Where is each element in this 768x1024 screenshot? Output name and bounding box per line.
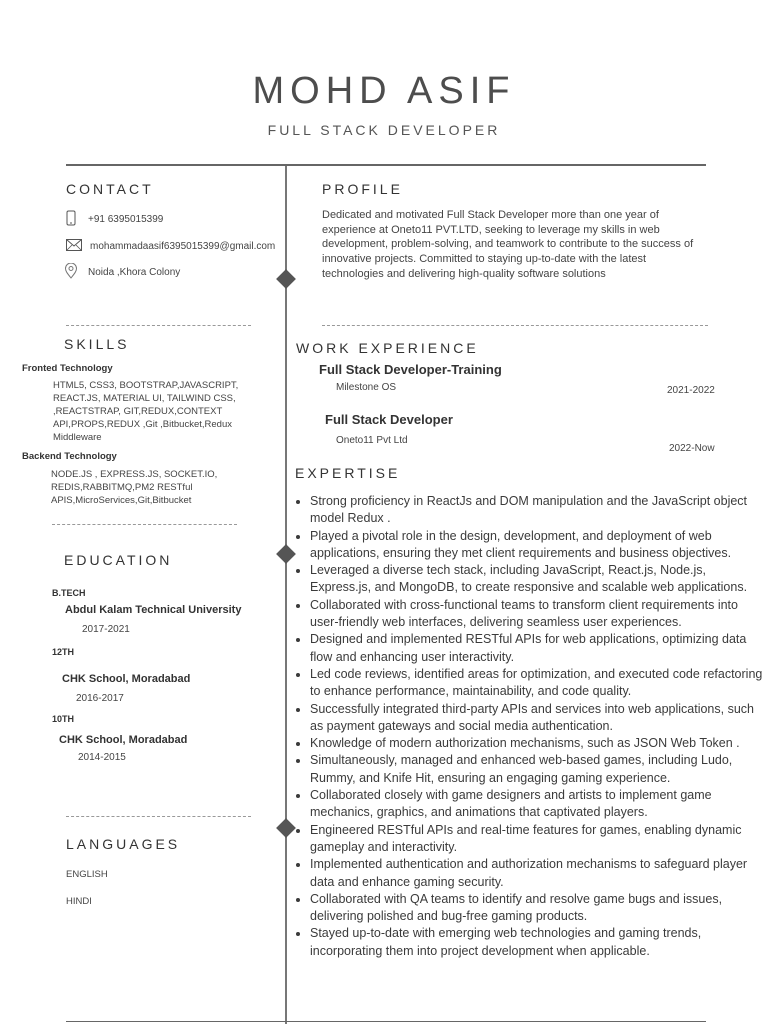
location-pin-icon (64, 263, 84, 282)
contact-email (66, 239, 275, 254)
job-company: Oneto11 Pvt Ltd (336, 435, 408, 446)
column-divider (285, 166, 287, 1024)
location-text: Noida ,Khora Colony (88, 267, 181, 278)
expertise-item: • Collaborated with QA teams to identify and resolve game bugs and issues, delivering polished and bug-free gaming products. (310, 891, 766, 926)
expertise-item: • Successfully integrated third-party APIs and services into web applications, such as payment gateways and social media authentication. (310, 701, 766, 736)
expertise-item: • Played a pivotal role in the design, development, and deployment of web applications, ensuring they met client requirements and business objectives. (310, 528, 766, 563)
expertise-item: • Engineered RESTful APIs and real-time features for games, enabling dynamic gameplay and interactivity. (310, 822, 766, 857)
job-company: Milestone OS (336, 382, 397, 393)
profile-heading: PROFILE (322, 181, 403, 197)
job-role: Full Stack Developer-Training (319, 362, 502, 377)
job-dates: 2022-Now (669, 443, 715, 454)
language-item: ENGLISH (66, 869, 108, 880)
job-role: Full Stack Developer (325, 412, 453, 427)
education-divider (66, 816, 251, 817)
header-divider (66, 164, 706, 166)
expertise-heading: EXPERTISE (295, 465, 401, 481)
education-school: CHK School, Moradabad (62, 673, 191, 685)
skills-heading: SKILLS (64, 336, 130, 352)
backend-skills-list: NODE.JS , EXPRESS.JS, SOCKET.IO, REDIS,RABBITMQ,PM2 RESTful APIS,MicroServices,Git,Bitbucket (51, 469, 218, 506)
expertise-list (294, 493, 766, 960)
skills-divider (52, 524, 237, 525)
education-years: 2016-2017 (76, 693, 124, 704)
resume-name: MOHD ASIF (252, 70, 516, 112)
education-level: 10TH (52, 714, 75, 724)
expertise-item: • Leveraged a diverse tech stack, including JavaScript, React.js, Node.js, Express.js, and MongoDB, to create responsive and scalable web applications. (310, 562, 766, 597)
expertise-item: • Knowledge of modern authorization mechanisms, such as JSON Web Token . (310, 735, 766, 752)
job-dates: 2021-2022 (667, 385, 715, 396)
expertise-item: • Led code reviews, identified areas for optimization, and executed code refactoring to enhance performance, maintainability, and code quality. (310, 666, 766, 701)
work-experience-heading: WORK EXPERIENCE (296, 340, 479, 356)
frontend-skills-list: HTML5, CSS3, BOOTSTRAP,JAVASCRIPT, REACT.JS, MATERIAL UI, TAILWIND CSS, ,REACTSTRAP, GIT,REDUX,CONTEXT API,PROPS,REDUX ,Git ,Bitbucket,Redux Middleware (53, 380, 239, 443)
contact-heading: CONTACT (66, 181, 154, 197)
education-level: 12TH (52, 647, 75, 657)
expertise-item: • Designed and implemented RESTful APIs for web applications, optimizing data flow and enhancing user interactivity. (310, 631, 766, 666)
profile-text: Dedicated and motivated Full Stack Developer more than one year of experience at Oneto11 PVT.LTD, seeking to leverage my skills in web development, problem-solving, and teamwork to contribute to the success of innovative projects. Committed to staying up-to-date with the latest technologies and delivering high-quality software solutions (322, 209, 694, 280)
expertise-item: • Simultaneously, managed and enhanced web-based games, including Ludo, Rummy, and Knife Hit, ensuring an engaging gaming experience. (310, 752, 766, 787)
education-heading: EDUCATION (64, 552, 173, 568)
expertise-item: • Collaborated closely with game designers and artists to implement game mechanics, graphics, and animations that captivated players. (310, 787, 766, 822)
education-level: B.TECH (52, 588, 86, 598)
profile-divider (322, 325, 708, 326)
education-years: 2014-2015 (78, 752, 126, 763)
backend-skills-title: Backend Technology (22, 451, 117, 462)
contact-phone (66, 210, 163, 229)
expertise-item: • Implemented authentication and authorization mechanisms to safeguard player data and enhance gaming security. (310, 856, 766, 891)
frontend-skills-title: Fronted Technology (22, 363, 113, 374)
phone-number: +91 6395015399 (88, 214, 164, 225)
phone-icon (66, 210, 82, 229)
email-address: mohammadaasif6395015399@gmail.com (90, 241, 276, 252)
education-school: Abdul Kalam Technical University (65, 604, 242, 616)
languages-heading: LANGUAGES (66, 836, 181, 852)
divider-diamond-icon (276, 269, 296, 289)
mail-icon (66, 239, 88, 254)
expertise-item: • Collaborated with cross-functional teams to transform client requirements into user-friendly web interfaces, delivering seamless user experiences. (310, 597, 766, 632)
resume-title: FULL STACK DEVELOPER (267, 122, 501, 138)
contact-location (64, 263, 180, 282)
divider-diamond-icon (276, 818, 296, 838)
footer-divider (66, 1021, 706, 1022)
education-years: 2017-2021 (82, 624, 130, 635)
expertise-item: • Strong proficiency in ReactJs and DOM manipulation and the JavaScript object model Redux . (310, 493, 766, 528)
contact-divider (66, 325, 251, 326)
expertise-item: • Stayed up-to-date with emerging web technologies and gaming trends, incorporating them into project development when applicable. (310, 925, 766, 960)
education-school: CHK School, Moradabad (59, 734, 188, 746)
divider-diamond-icon (276, 544, 296, 564)
language-item: HINDI (66, 896, 92, 907)
